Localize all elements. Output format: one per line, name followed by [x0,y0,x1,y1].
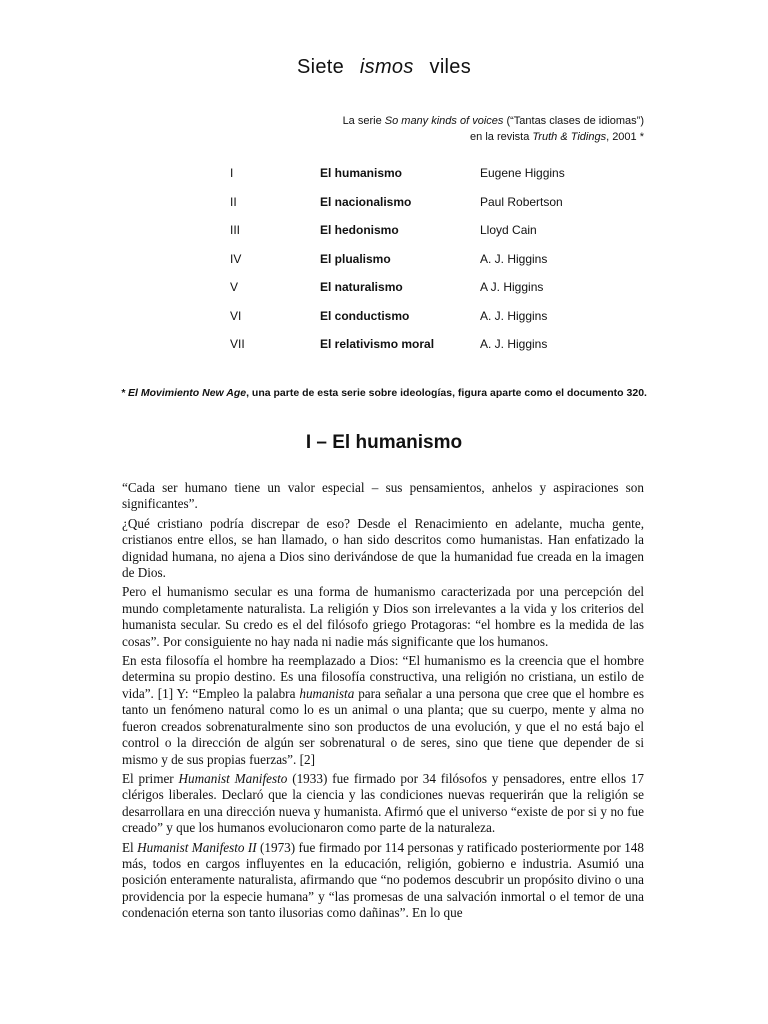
section-heading: I – El humanismo [305,432,463,453]
toc-topic: El plualismo [320,251,391,266]
toc-number: I [230,166,234,180]
toc-topic: El naturalismo [320,280,403,294]
toc-author: A. J. Higgins [480,337,548,351]
paragraph: El primer Humanist Manifesto (1933) fue firmado por 34 filósofos y pensadores, entre ellos 17 clérigos liberales. Declaró que la ciencia y las condiciones nuevas requerirán que la religión se desarrollara en una dirección nueva y humanista. Afirmó que el universo “existe de por si y no fue creado” y que los humanos evolucionaron como parte de la naturaleza. [122,770,644,836]
toc-row [230,337,650,366]
paragraph: “Cada ser humano tiene un valor especial – sus pensamientos, anhelos y aspiraciones son significantes”. [122,480,644,512]
toc-topic: El hedonismo [320,223,399,237]
toc-number: IV [230,251,242,266]
series-line-1: La serie So many kinds of voices (“Tantas clases de idiomas”) [342,115,644,127]
title-word-3: viles [429,56,472,78]
toc-author: A. J. Higgins [480,308,548,323]
toc-number: VI [230,308,242,323]
paragraph: Pero el humanismo secular es una forma de humanismo caracterizada por una percepción del mundo completamente naturalista. La religión y Dios son irrelevantes a la vida y los criterios del humanista secular. Su credo es el del filósofo griego Protagoras: “el hombre es la medida de las cosas”. Por consiguiente no hay nada ni nadie más significante que los humanos. [122,584,644,649]
toc-topic: El humanismo [320,166,403,180]
toc-row [230,195,650,224]
table-of-contents [230,166,650,366]
toc-topic: El nacionalismo [320,194,412,209]
toc-row [230,309,650,338]
toc-topic: El conductismo [320,308,410,323]
toc-author: A. J. Higgins [480,251,548,266]
toc-number: II [230,194,237,209]
toc-row [230,280,650,309]
title-word-1: Siete [296,56,345,78]
series-line-2: en la revista Truth & Tidings, 2001 * [470,131,644,143]
document-title [0,56,768,79]
series-attribution [343,113,644,145]
footnote-new-age: * El Movimiento New Age, una parte de esta serie sobre ideologías, figura aparte como el documento 320. [121,387,647,399]
toc-row [230,166,650,195]
toc-author: Paul Robertson [480,194,563,209]
toc-topic: El relativismo moral [320,337,435,351]
toc-row [230,223,650,252]
toc-author: A J. Higgins [480,280,544,294]
paragraph: En esta filosofía el hombre ha reemplazado a Dios: “El humanismo es la creencia que el hombre determina su propio destino. Es una filosofía constructiva, una religión no cristiana, un estilo de vida”. [1] Y: “Empleo la palabra humanista para señalar a una persona que cree que el hombre es tanto un fenómeno natural como lo es un animal o una planta; que su cuerpo, mente y alma no fueron creados sobrenaturalmente sino son productos de una evolución, y que el no está bajo el control o la dirección de algún ser sobrenatural o de seres, sino que tiene que depender de si mismo y de sus propias fuerzas”. [2] [122,653,644,767]
toc-row [230,252,650,281]
toc-number: V [230,280,239,294]
paragraph: El Humanist Manifesto II (1973) fue firmado por 114 personas y ratificado posteriormente por 148 más, todos en cargos influyentes en la educación, religión, gobierno e industria. Asumió una posición enteramente naturalista, afirmando que “no podemos descubrir un propósito divino o una providencia por la especie humana” y “las promesas de una salvación inmortal o el temor de una condenación eterna son tanto ilusorias como dañinas”. En lo que [122,839,644,921]
body-text [122,480,644,925]
toc-author: Lloyd Cain [480,223,537,237]
title-word-2: ismos [359,56,414,78]
paragraph: ¿Qué cristiano podría discrepar de eso? Desde el Renacimiento en adelante, mucha gente, cristianos entre ellos, se han llamado, o han sido descritos como humanistas. Han enfatizado la dignidad humana, no ajena a Dios sino derivándose de que la humanidad fue creada en la imagen de Dios. [122,515,644,581]
toc-number: VII [230,337,245,351]
toc-number: III [230,223,241,237]
toc-author: Eugene Higgins [480,166,565,180]
